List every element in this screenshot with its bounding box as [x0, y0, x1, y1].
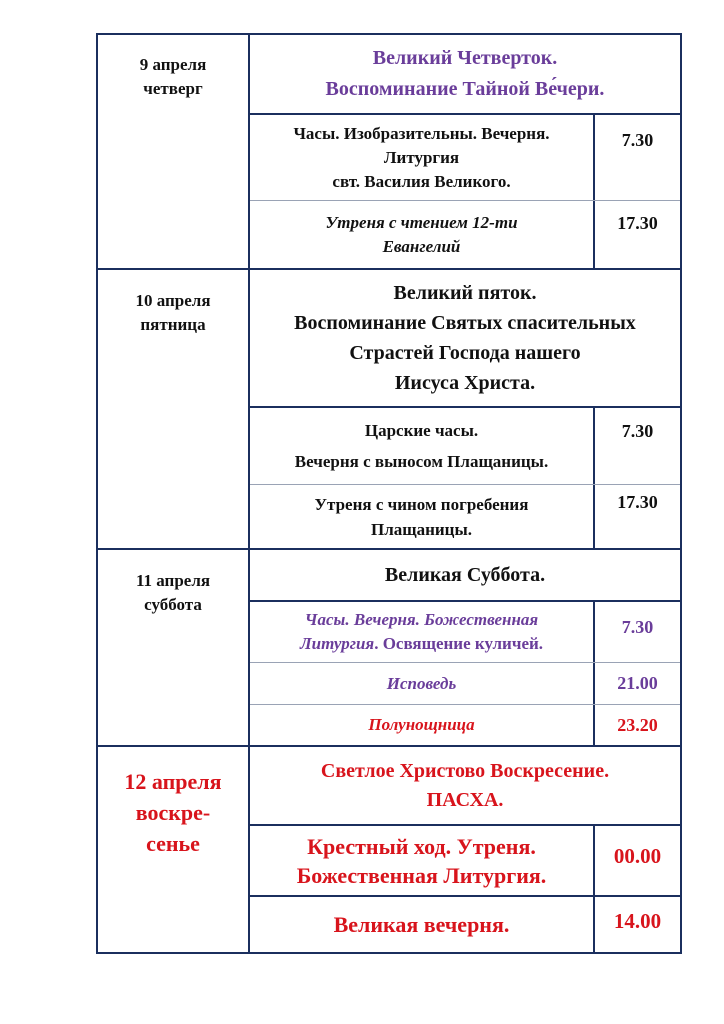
weekday-text: четверг	[143, 79, 203, 98]
service-line: Божественная Литургия.	[296, 862, 547, 888]
service-line	[300, 632, 543, 656]
time-text: 17.30	[617, 213, 658, 233]
service-description	[250, 705, 593, 745]
weekday-text: суббота	[144, 595, 202, 614]
service-time	[595, 897, 680, 945]
service-description	[250, 826, 593, 895]
time-text: 21.00	[617, 673, 658, 693]
day-title	[250, 35, 680, 113]
service-line: Литургия	[383, 147, 460, 167]
weekday-text: пятница	[140, 315, 206, 334]
service-description	[250, 663, 593, 704]
service-line: Крестный ход. Утреня.	[307, 833, 536, 859]
date-text: 11 апреля	[135, 571, 211, 590]
service-time	[595, 663, 680, 704]
service-time	[595, 826, 680, 887]
time-text: 17.30	[617, 491, 658, 512]
day-title	[250, 270, 680, 406]
service-line: Плащаницы.	[370, 519, 473, 539]
service-description	[250, 201, 593, 268]
service-line: Вечерня с выносом Плащаницы.	[294, 452, 549, 471]
title-line: Иисуса Христа.	[394, 372, 536, 394]
time-text: 23.20	[617, 714, 658, 735]
service-time	[595, 485, 680, 519]
title-line: Воспоминание Тайной Ве́чери.	[325, 78, 605, 100]
service-time	[595, 705, 680, 745]
time-text: 14.00	[613, 908, 662, 933]
service-line: Утреня с чтением 12-ти	[325, 212, 518, 232]
title-line: Воспоминание Святых спасительных	[294, 312, 636, 334]
service-time	[595, 408, 680, 454]
title-line: Великий Четверток.	[372, 47, 558, 69]
service-line: Царские часы.	[364, 421, 479, 440]
date-text: 12 апреля	[124, 769, 222, 794]
time-text: 7.30	[621, 129, 654, 150]
service-line: Часы. Вечерня. Божественная	[304, 610, 539, 629]
title-line: Великая Суббота.	[384, 563, 546, 586]
weekday-text: сенье	[146, 831, 200, 856]
date-text: 10 апреля	[135, 291, 211, 310]
service-line-rest: . Освящение куличей.	[374, 634, 544, 653]
day-date	[98, 53, 248, 101]
title-line: Страстей Господа нашего	[349, 342, 581, 364]
service-description	[250, 602, 593, 662]
day-title	[250, 550, 680, 600]
service-time	[595, 201, 680, 246]
service-line: Утреня с чином погребения	[314, 494, 529, 514]
service-line: свт. Василия Великого.	[332, 171, 511, 191]
day-date	[98, 766, 248, 859]
time-text: 7.30	[621, 616, 654, 637]
weekday-text: воскре-	[135, 800, 211, 825]
schedule-table	[96, 33, 682, 954]
service-description	[250, 408, 593, 484]
time-text: 7.30	[621, 420, 654, 441]
date-text: 9 апреля	[139, 55, 207, 74]
title-line: ПАСХА.	[426, 788, 504, 811]
service-time	[595, 115, 680, 165]
title-line: Великий пяток.	[393, 282, 537, 304]
service-line: Часы. Изобразительны. Вечерня.	[293, 123, 550, 143]
time-text: 00.00	[613, 844, 662, 868]
service-line: Великая вечерня.	[333, 911, 510, 937]
service-line: Исповедь	[386, 673, 457, 693]
table-border-bottom	[96, 952, 682, 954]
day-date	[98, 569, 248, 617]
table-border-right	[680, 33, 682, 954]
day-date	[98, 289, 248, 337]
service-line: Евангелий	[382, 236, 461, 256]
day-title	[250, 747, 680, 824]
service-line: Полунощница	[368, 715, 475, 734]
service-time	[595, 602, 680, 652]
service-description	[250, 115, 593, 200]
service-description	[250, 897, 593, 952]
title-line: Светлое Христово Воскресение.	[320, 759, 610, 782]
service-line-italic: Литургия	[299, 634, 375, 653]
service-description	[250, 485, 593, 548]
